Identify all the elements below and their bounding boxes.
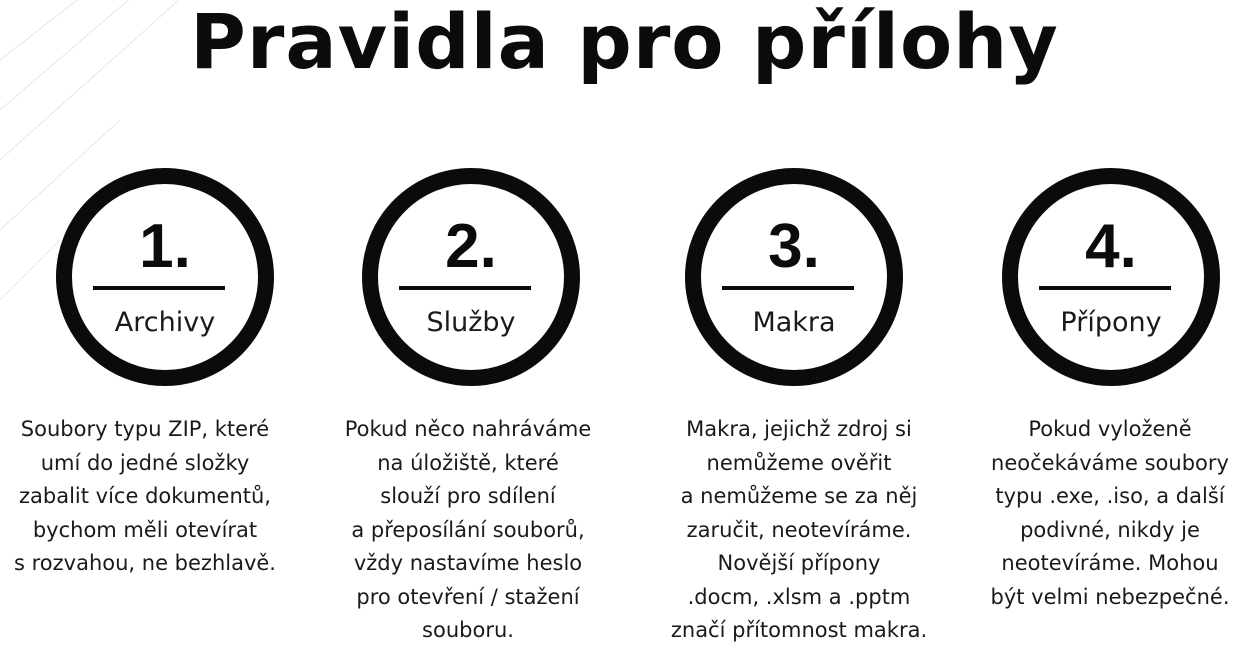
rule-3-category: Makra [752, 307, 836, 338]
rule-2-line: Pokud něco nahráváme [344, 417, 592, 441]
rule-3-line: a nemůžeme se za něj [680, 484, 918, 508]
rule-1-line: umí do jedné složky [40, 450, 250, 475]
rule-3-line: .docm, .xlsm a .pptm [687, 584, 911, 609]
rule-1-divider [93, 286, 225, 290]
rule-3-line: zaručit, neotevíráme. [686, 517, 912, 542]
rule-4-line: být velmi nebezpečné. [990, 584, 1230, 609]
rule-3-line: Novější přípony [717, 551, 881, 575]
rule-4-line: typu .exe, .iso, a další [995, 484, 1225, 508]
rule-4-line: neočekáváme soubory [991, 450, 1229, 475]
rule-3-line: Makra, jejichž zdroj si [686, 417, 912, 441]
rule-3-circle [685, 168, 903, 386]
rule-4-divider [1039, 286, 1171, 290]
rule-3-description [649, 413, 949, 648]
rule-4-circle [1002, 168, 1220, 386]
rule-2-line: pro otevření / stažení [356, 584, 580, 609]
rule-2-line: slouží pro sdílení [380, 484, 556, 508]
rule-4-line: Pokud vyloženě [1028, 417, 1192, 441]
rule-4-line: neotevíráme. Mohou [1001, 551, 1219, 575]
rule-4-number: 4. [1085, 212, 1137, 281]
rule-2-line: a přeposílání souborů, [351, 517, 585, 542]
rule-1-line: Soubory typu ZIP, které [20, 417, 270, 441]
rule-1-line: zabalit více dokumentů, [19, 484, 271, 508]
rule-2-description [318, 413, 618, 648]
rule-1-category: Archivy [114, 307, 216, 338]
rule-2-number: 2. [445, 212, 497, 281]
rule-2-category: Služby [426, 307, 516, 338]
rule-3-number: 3. [768, 212, 820, 281]
rule-4-description [960, 413, 1249, 614]
rule-2-line: souboru. [422, 618, 514, 642]
rule-3-line: nemůžeme ověřit [706, 450, 892, 475]
rule-2-divider [399, 286, 531, 290]
rule-4-category: Přípony [1060, 307, 1162, 338]
rule-1-description [0, 413, 295, 581]
rule-2-circle [362, 168, 580, 386]
rule-2-line: na úložiště, které [377, 450, 559, 475]
rule-1-number: 1. [139, 212, 191, 281]
rule-1-line: s rozvahou, ne bezhlavě. [14, 551, 276, 575]
rule-4-line: podivné, nikdy je [1020, 517, 1200, 542]
rule-1-line: bychom měli otevírat [32, 517, 258, 542]
rule-2-line: vždy nastavíme heslo [353, 551, 583, 575]
page-title: Pravidla pro přílohy [190, 0, 1059, 86]
rule-1-circle [56, 168, 274, 386]
rule-3-divider [722, 286, 854, 290]
rule-3-line: značí přítomnost makra. [670, 618, 928, 642]
